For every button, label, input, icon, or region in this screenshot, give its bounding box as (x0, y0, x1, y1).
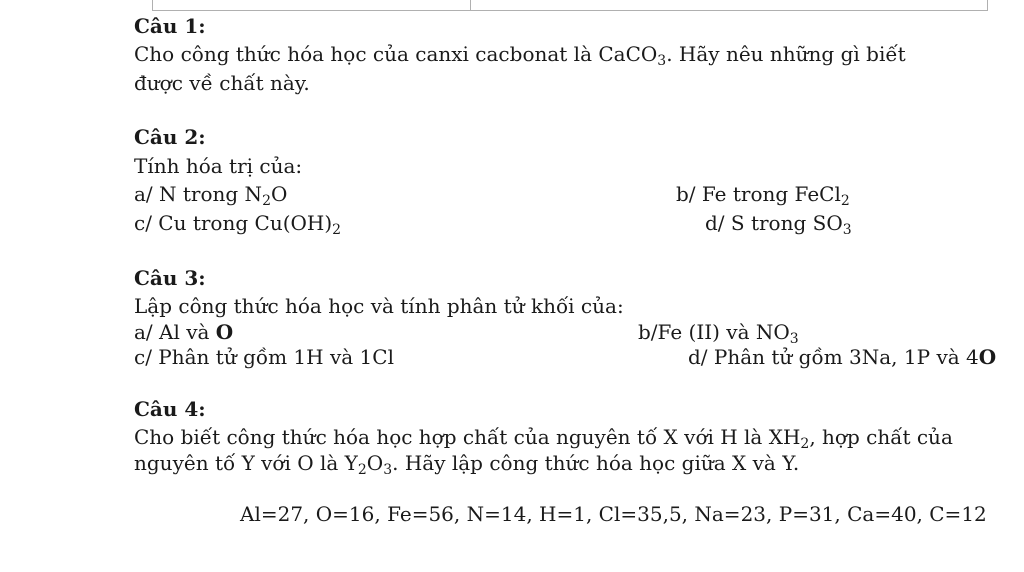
table-cell-divider (470, 0, 471, 11)
q2-intro: Tính hóa trị của: (134, 154, 303, 178)
atomic-masses: Al=27, O=16, Fe=56, N=14, H=1, Cl=35,5, Na=23, P=31, Ca=40, C=12 (240, 502, 987, 526)
q3-item-c: c/ Phân tử gồm 1H và 1Cl (134, 345, 394, 369)
q4-text-line1: Cho biết công thức hóa học hợp chất của nguyên tố X với H là $XH_2$, hợp chất của (134, 425, 953, 452)
q2-item-c: c/ Cu trong $Cu(OH)_2$ (134, 211, 342, 238)
q3-intro: Lập công thức hóa học và tính phân tử khối của: (134, 294, 624, 318)
q1-text-line1: Cho công thức hóa học của canxi cacbonat là CaCO$_3$. Hãy nêu những gì biết (134, 42, 906, 69)
q1-heading: Câu 1: (134, 14, 206, 38)
q3-heading: Câu 3: (134, 266, 206, 290)
q3-item-a: a/ Al và O (134, 320, 234, 344)
q3-item-b: b/Fe (II) và $NO_3$ (638, 320, 799, 347)
q2-item-a: a/ N trong $N_2O$ (134, 182, 288, 209)
q4-text-line2: nguyên tố Y với O là $Y_2O_3$. Hãy lập công thức hóa học giữa X và Y. (134, 451, 800, 478)
q4-heading: Câu 4: (134, 397, 206, 421)
q2-heading: Câu 2: (134, 125, 206, 149)
q3-item-d: d/ Phân tử gồm 3Na, 1P và 4O (688, 345, 997, 369)
q2-item-d: d/ S trong $SO_3$ (705, 211, 852, 238)
table-border-remnant (152, 0, 988, 11)
q2-item-b: b/ Fe trong FeCl$_2$ (676, 182, 850, 209)
q1-text-line2: được về chất này. (134, 71, 310, 95)
